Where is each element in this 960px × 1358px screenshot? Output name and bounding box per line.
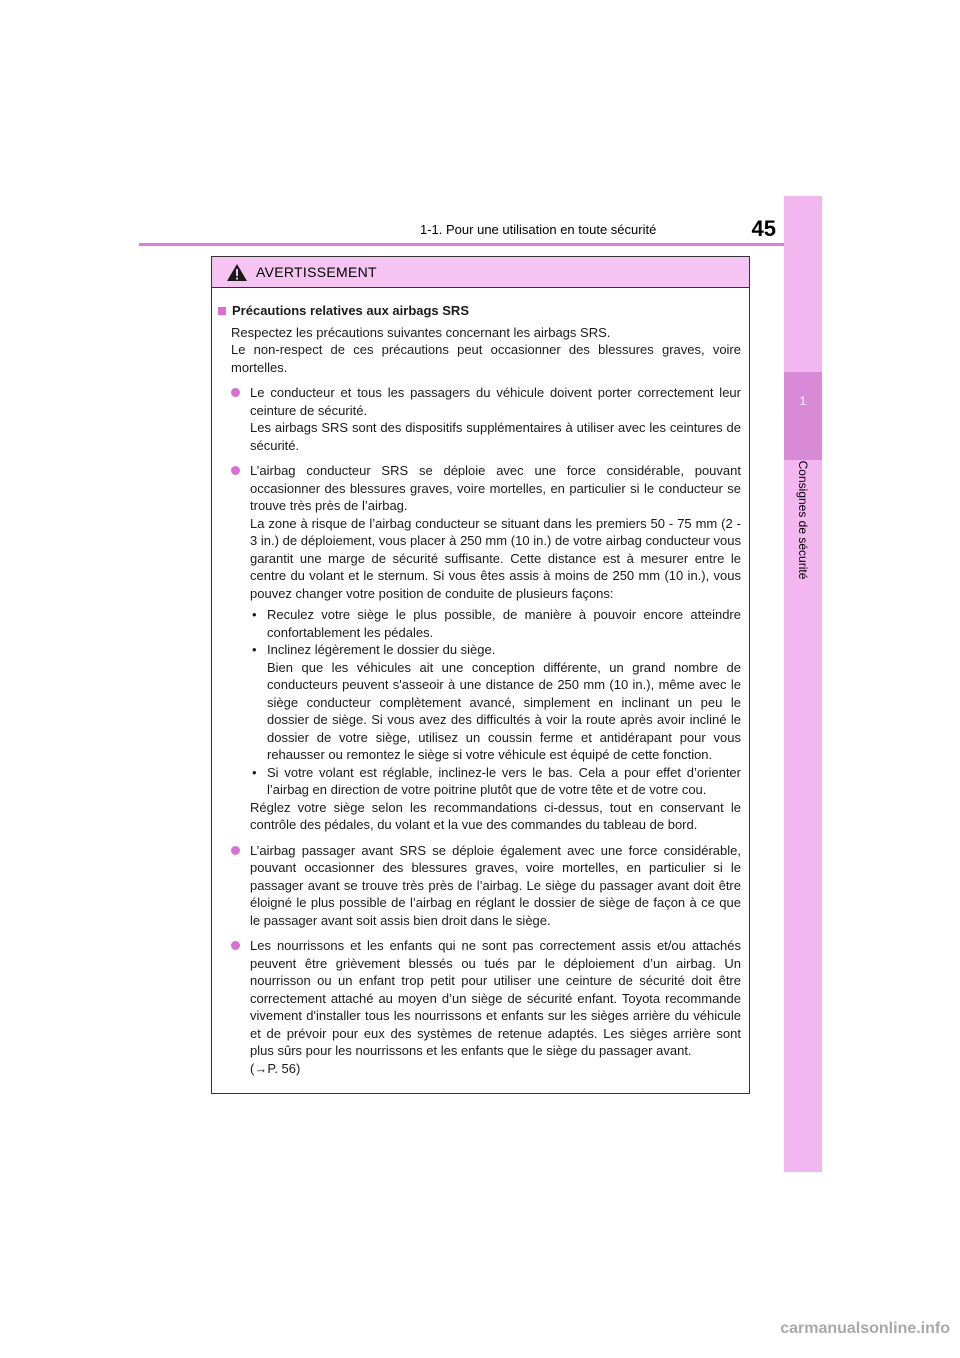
- circle-bullet-icon: [231, 388, 240, 397]
- circle-bullet-icon: [231, 846, 240, 855]
- sub-list-item: [250, 606, 741, 641]
- page-reference[interactable]: (→P. 56): [250, 1060, 301, 1076]
- sub-item-text: Inclinez légèrement le dossier du siège.: [267, 642, 496, 657]
- square-bullet-icon: [218, 307, 226, 315]
- paragraph: Les nourrissons et les enfants qui ne sont pas correctement assis et/ou attachés peuvent être grièvement blessés ou tués par le déploiement d’un airbag. Un nourrisson ou un enfant trop petit pour utiliser une ceinture de sécurité doit être correctement attaché au moyen d’un siège de sécurité enfant. Toyota recommande vivement d'installer tous les nourrissons et enfants sur les sièges arrière du véhicule et de prévoir pour eux des systèmes de retenue adaptés. Les sièges arrière sont plus sûrs pour les nourrissons et les enfants que le siège du passager avant.: [250, 938, 741, 1058]
- paragraph: Le conducteur et tous les passagers du véhicule doivent porter correctement leur ceinture de sécurité.: [250, 385, 741, 418]
- bullet-item: [231, 842, 741, 930]
- header-rule: [139, 243, 822, 246]
- paragraph: L’airbag passager avant SRS se déploie également avec une force considérable, pouvant occasionner des blessures graves, voire mortelles, en particulier si le passager avant se trouve très près de l’airbag. Le siège du passager avant doit être éloigné le plus possible de l’airbag en réglant le dossier de siège de façon à ce que le passager avant soit assis bien droit dans le siège.: [250, 842, 741, 928]
- sub-list: [250, 606, 741, 799]
- circle-bullet-icon: [231, 466, 240, 475]
- intro-line: Respectez les précautions suivantes concernant les airbags SRS.: [231, 324, 611, 340]
- chapter-number: 1: [799, 394, 807, 408]
- warning-header: [212, 257, 749, 288]
- dot-bullet: •: [252, 607, 257, 622]
- sub-list-item: [250, 764, 741, 799]
- sub-item-text: Si votre volant est réglable, inclinez-le vers le bas. Cela a pour effet d’orienter l’airbag en direction de votre poitrine plutôt que de votre tête et de votre cou.: [267, 764, 741, 797]
- warning-box: [211, 256, 750, 1094]
- bullet-item: [231, 384, 741, 454]
- watermark: carmanualsonline.info: [780, 1320, 950, 1337]
- intro-line: Le non-respect de ces précautions peut occasionner des blessures graves, voire mortelles.: [231, 342, 741, 375]
- warning-triangle-icon: [226, 263, 248, 282]
- paragraph: Les airbags SRS sont des dispositifs supplémentaires à utiliser avec les ceintures de sécurité.: [250, 420, 741, 453]
- sub-list-item: [250, 641, 741, 764]
- subheading: [218, 302, 741, 320]
- chapter-label: Consignes de sécurité: [796, 460, 810, 580]
- warning-title: AVERTISSEMENT: [256, 264, 377, 280]
- paragraph: Réglez votre siège selon les recommandations ci-dessus, tout en conservant le contrôle des pédales, du volant et la vue des commandes du tableau de bord.: [250, 799, 741, 832]
- side-tab-chapter[interactable]: [784, 372, 822, 460]
- dot-bullet: •: [252, 642, 257, 657]
- page-number: 45: [751, 216, 776, 241]
- section-title: 1-1. Pour une utilisation en toute sécurité: [420, 222, 657, 237]
- side-tab: [784, 196, 822, 1172]
- dot-bullet: •: [252, 764, 257, 780]
- intro: [218, 324, 741, 377]
- paragraph: La zone à risque de l’airbag conducteur se situant dans les premiers 50 - 75 mm (2 - 3 in.) de déploiement, vous placer à 250 mm (10 in.) de votre airbag conducteur vous garantit une marge de sécurité suffisante. Cette distance est à mesurer entre le centre du volant et le sternum. Si vous êtes assis à moins de 250 mm (10 in.), vous pouvez changer votre position de conduite de plusieurs façons:: [250, 515, 741, 601]
- warning-body: [212, 288, 749, 1077]
- bullet-item: [231, 462, 741, 834]
- circle-bullet-icon: [231, 941, 240, 950]
- subheading-text: Précautions relatives aux airbags SRS: [232, 303, 469, 318]
- sub-item-text: Bien que les véhicules ait une conception différente, un grand nombre de conducteurs peuvent s'asseoir à une distance de 250 mm (10 in.), même avec le siège conducteur complètement avancé, simplement en inclinant un peu le dossier de siège. Si vous avez des difficultés à voir la route après avoir incliné le dossier de votre siège, utilisez un coussin ferme et antidérapant pour vous rehausser ou remontez le siège si votre véhicule est équipé de cette fonction.: [267, 659, 741, 762]
- paragraph: L’airbag conducteur SRS se déploie avec une force considérable, pouvant occasionner des blessures graves, voire mortelles, en particulier si le conducteur se trouve très près de l’airbag.: [250, 463, 741, 513]
- sub-item-text: Reculez votre siège le plus possible, de manière à pouvoir encore atteindre confortablement les pédales.: [267, 607, 741, 640]
- bullet-item: [231, 937, 741, 1077]
